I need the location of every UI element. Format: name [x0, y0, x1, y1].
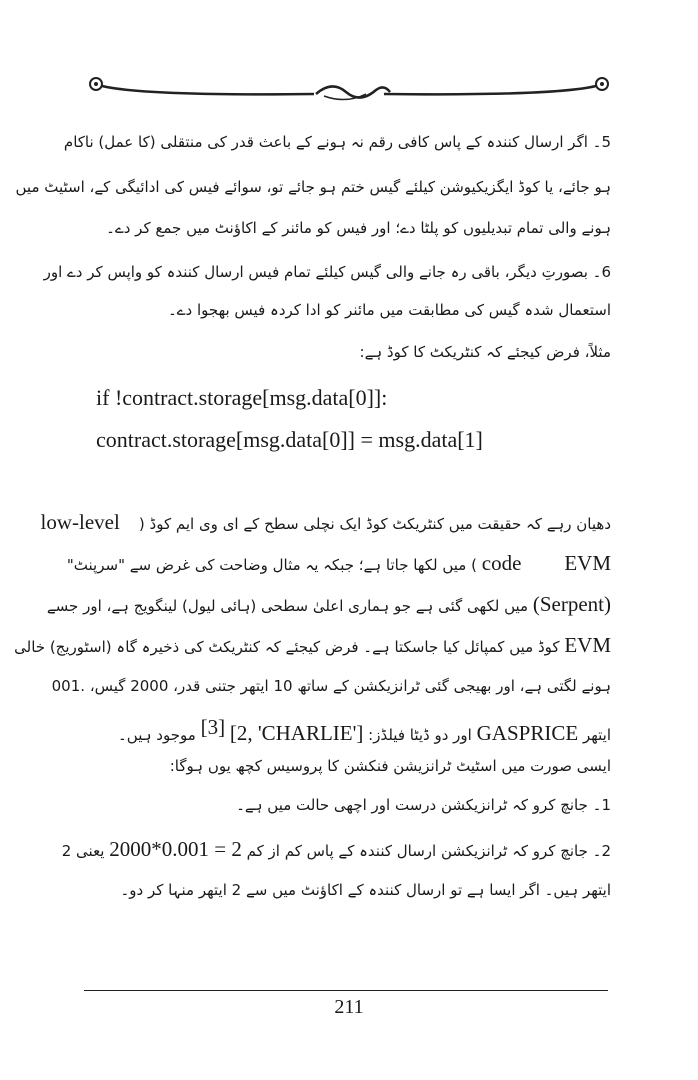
para3-l3-urdu: میں لکھی گئی ہے جو ہماری اعلیٰ سطحی (ہائی لیول) لینگویج ہے، اور جسے [46, 597, 529, 615]
para3-l2-code: code [481, 551, 522, 575]
example-intro: مثلاً، فرض کیجئے کہ کنٹریکٹ کا کوڈ ہے: [359, 343, 611, 361]
para3-line-1 [40, 507, 611, 539]
page-number: 211 [334, 996, 364, 1018]
para1-line-2: ہو جائے، یا کوڈ ایگزیکیوشن کیلئے گیس ختم ہو جائے تو، سوائے فیس کی ادائیگی کے، اسٹیٹ میں [15, 178, 611, 196]
para3-line-2 [66, 548, 611, 580]
para3-l6-ether: ایتھر [582, 726, 611, 744]
code-line-1: if !contract.storage[msg.data[0]]: [96, 385, 388, 410]
para3-l2-urdu: ) میں لکھا جاتا ہے؛ جبکہ یہ مثال وضاحت کی غرض سے "سرپنٹ" [66, 556, 477, 574]
para3-l1-urdu: دھیان رہے کہ حقیقت میں کنٹریکٹ کوڈ ایک نچلی سطح کے ای وی ایم کوڈ ( [138, 515, 611, 533]
para3-l6-gasprice: GASPRICE [476, 721, 579, 745]
footer-rule [84, 990, 608, 991]
para1-line-1: 5۔ اگر ارسال کنندہ کے پاس کافی رقم نہ ہونے کے باعث قدر کی منتقلی (کا عمل) ناکام [63, 133, 611, 151]
para4-step-2-line-2: ایتھر ہیں۔ اگر ایسا ہے تو ارسال کنندہ کے اکاؤنٹ میں سے 2 ایتھر منہا کر دو۔ [120, 881, 611, 899]
para4-step-2-line-1 [61, 834, 611, 866]
para3-l4-evm: EVM [564, 633, 611, 657]
para3-l6-present: موجود ہیں۔ [118, 726, 196, 744]
para3-l2-evm: EVM [564, 551, 611, 575]
para1-line-3: ہونے والی تمام تبدیلیوں کو پلٹا دے؛ اور فیس کو مائنر کے اکاؤنٹ میں جمع کر دے۔ [106, 219, 611, 237]
para3-l6-footnote-ref: [3] [200, 715, 226, 739]
para3-l4-urdu: کوڈ میں کمپائل کیا جاسکتا ہے۔ فرض کیجئے کہ کنٹریکٹ کی ذخیرہ گاہ (اسٹوریج) خالی [14, 638, 560, 656]
para3-line-6 [96, 712, 611, 750]
code-line-2: contract.storage[msg.data[0]] = msg.data[1] [96, 427, 483, 452]
step2-urdu: 2۔ جانچ کرو کہ ٹرانزیکشن ارسال کنندہ کے پاس کم از کم [246, 842, 611, 860]
step2-tail: یعنی 2 [61, 842, 105, 860]
header-ornament [84, 70, 614, 110]
para3-l1-latin: low-level [40, 510, 120, 534]
para3-line-3 [46, 589, 611, 621]
para3-line-4 [14, 630, 611, 662]
para4-step-1: 1۔ جانچ کرو کہ ٹرانزیکشن درست اور اچھی حالت میں ہے۔ [236, 796, 611, 814]
para3-line-5: ہونے لگتی ہے، اور بھیجی گئی ٹرانزیکشن کے ساتھ 10 ایتھر جتنی قدر، 2000 گیس، .001 [51, 677, 611, 695]
para2-line-2: استعمال شدہ گیس کی مطابقت میں مائنر کو ادا کردہ فیس بھجوا دے۔ [167, 301, 611, 319]
step2-formula: 2000*0.001 = 2 [109, 837, 242, 861]
para3-l6-field-values: [2, 'CHARLIE'] [229, 721, 364, 745]
para4-line-1: ایسی صورت میں اسٹیٹ ٹرانزیشن فنکشن کا پروسیس کچھ یوں ہوگا: [169, 757, 611, 775]
para3-l6-fields-label: اور دو ڈیٹا فیلڈز: [368, 726, 472, 744]
para3-l3-serpent: (Serpent) [532, 592, 611, 616]
para2-line-1: 6۔ بصورتِ دیگر، باقی رہ جانے والی گیس کیلئے تمام فیس ارسال کنندہ کو واپس کر دے اور [43, 263, 611, 281]
